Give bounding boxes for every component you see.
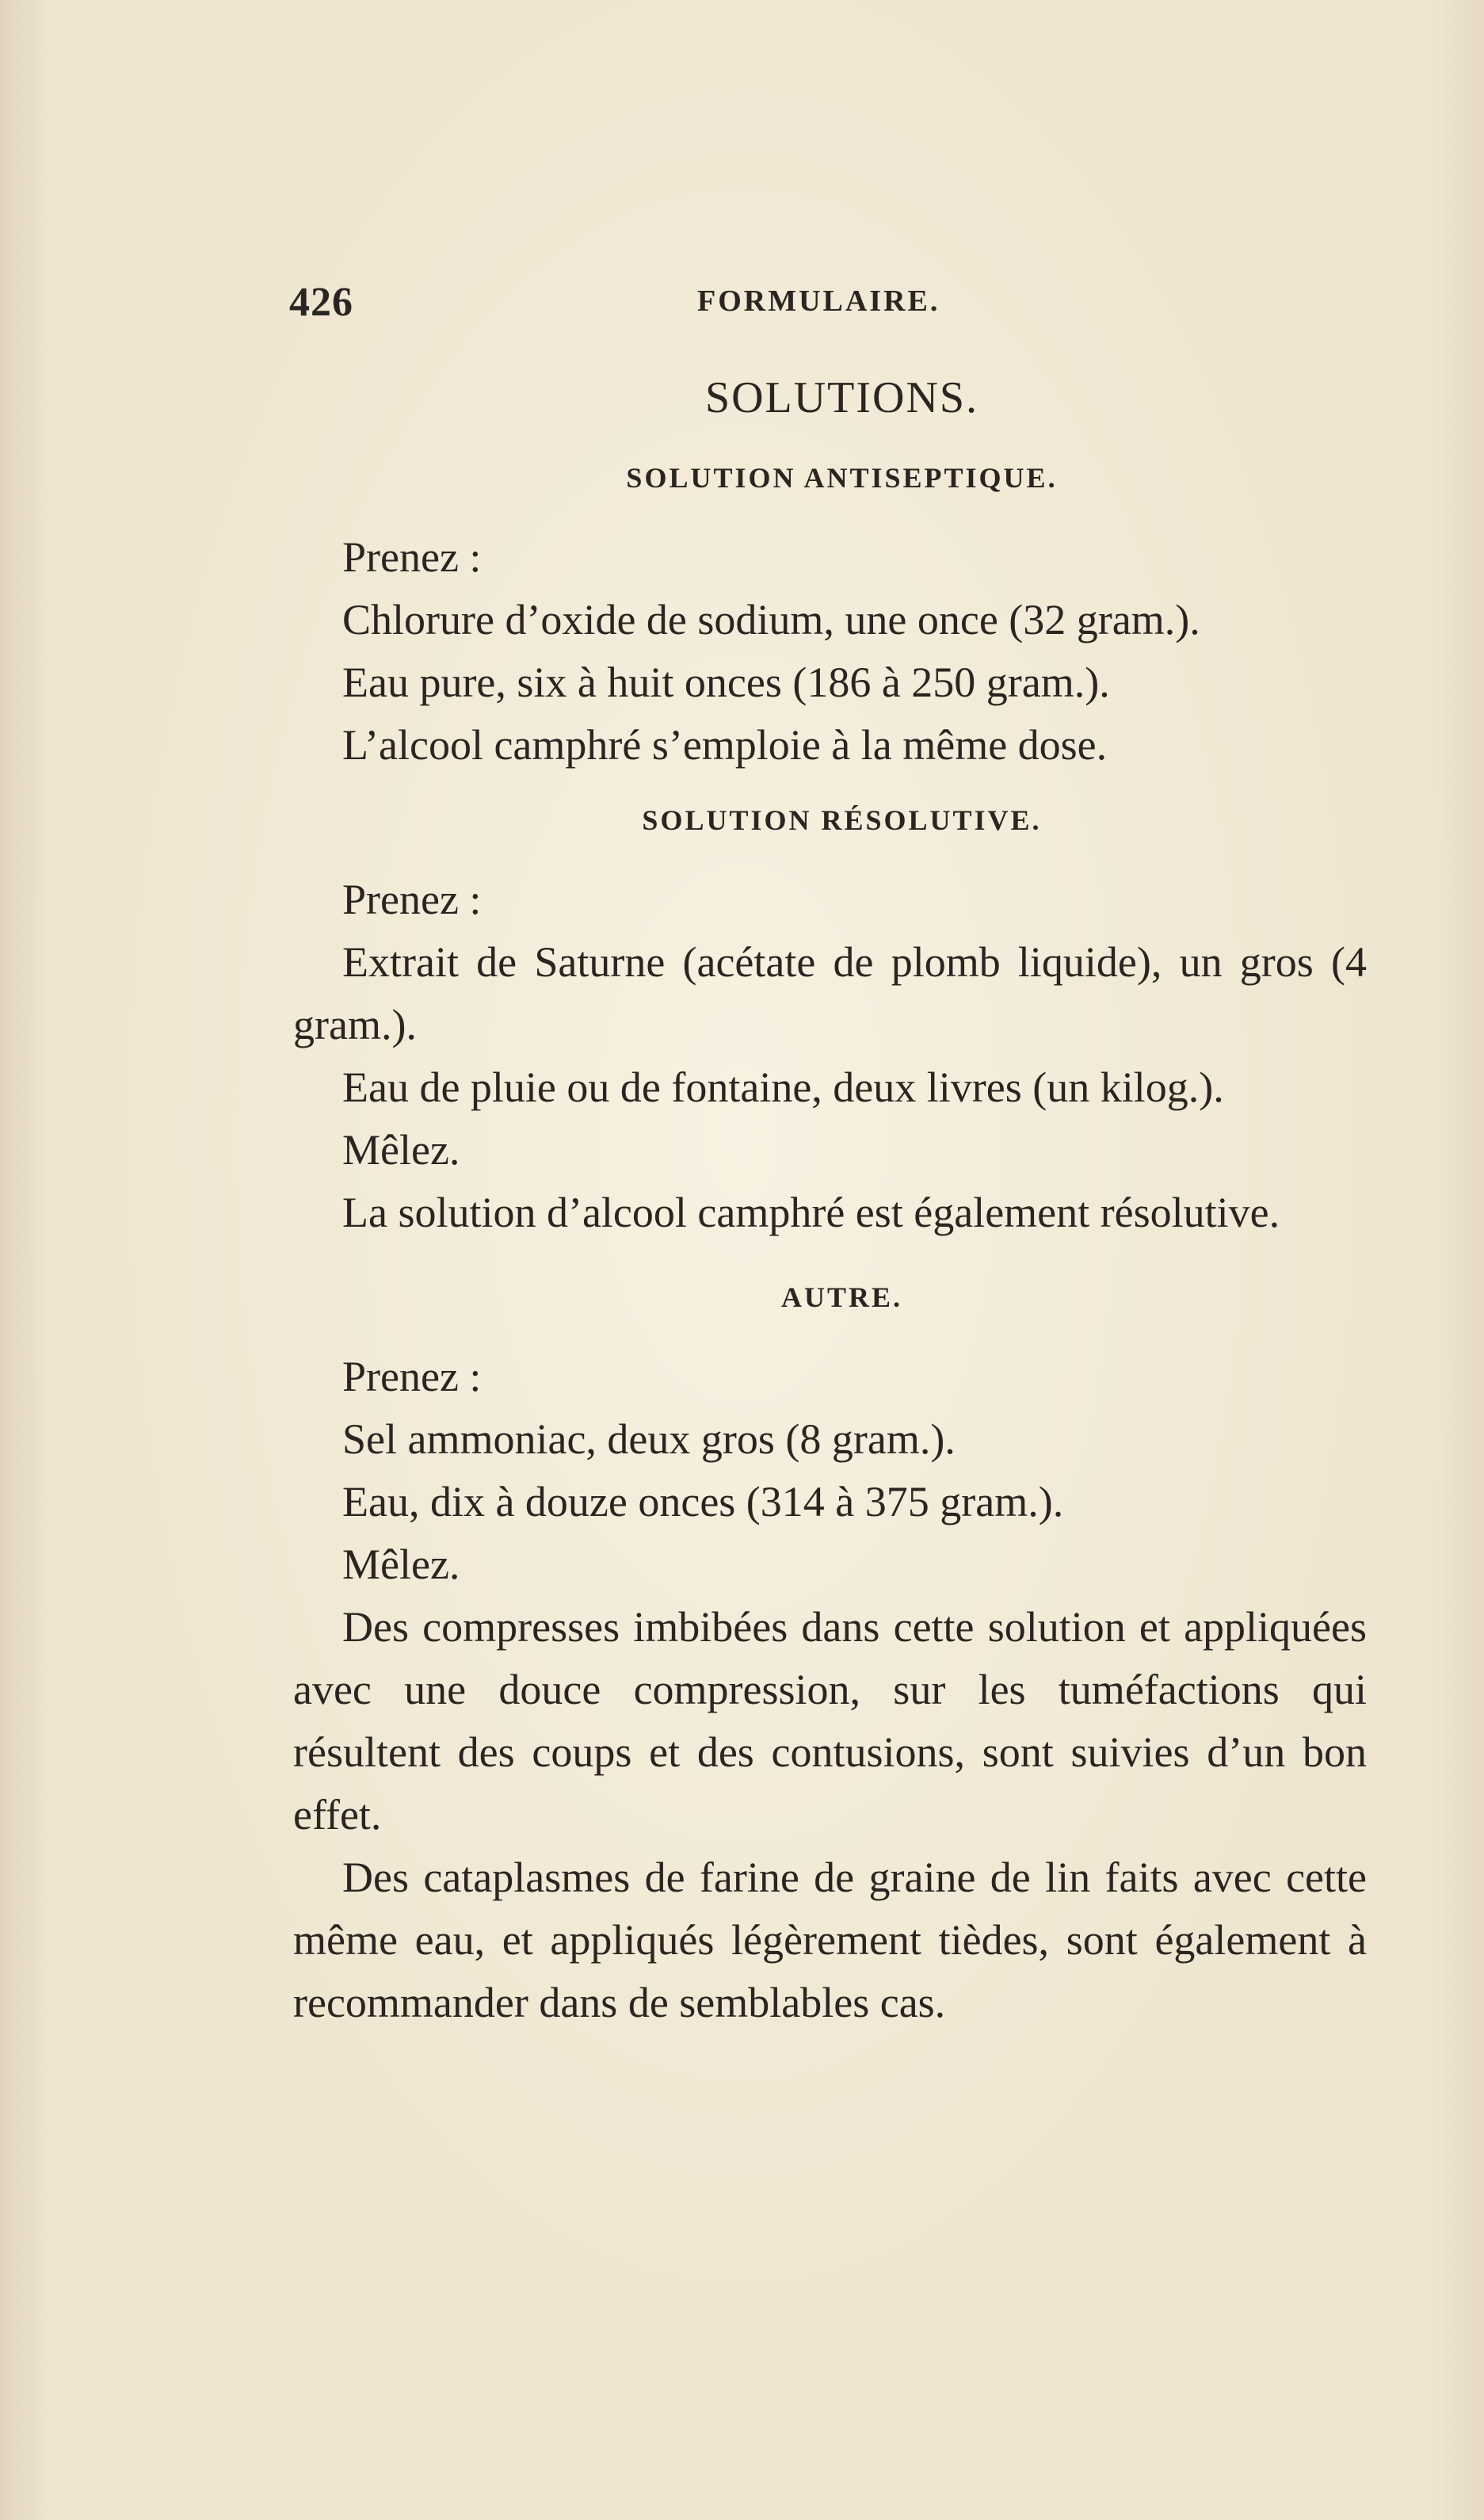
recipe-line: L’alcool camphré s’emploie à la même dose. bbox=[342, 721, 1108, 769]
page-header bbox=[289, 279, 1367, 326]
recipe-line: Eau pure, six à huit onces (186 à 250 gram.). bbox=[342, 659, 1110, 706]
running-head: FORMULAIRE. bbox=[697, 284, 940, 318]
recipe-line: Prenez : bbox=[342, 876, 482, 923]
recipe-line: Eau, dix à douze onces (314 à 375 gram.). bbox=[342, 1478, 1064, 1525]
recipe-line: Mêlez. bbox=[342, 1541, 460, 1588]
page-number: 426 bbox=[289, 280, 353, 325]
subheading-antiseptique: SOLUTION ANTISEPTIQUE. bbox=[626, 462, 1058, 494]
recipe-line: Mêlez. bbox=[342, 1126, 460, 1174]
recipe-line: Extrait de Saturne (acétate de plomb liquide), un gros (4 gram.). bbox=[293, 938, 1367, 1048]
subheading-resolutive: SOLUTION RÉSOLUTIVE. bbox=[642, 804, 1042, 836]
note-paragraph: La solution d’alcool camphré est également résolutive. bbox=[342, 1189, 1280, 1236]
body-paragraph: Des cataplasmes de farine de graine de lin faits avec cette même eau, et appliqués légèrement tièdes, sont également à recommander dans de semblables cas. bbox=[293, 1854, 1367, 2026]
page-body bbox=[293, 372, 1367, 2034]
section-title: SOLUTIONS. bbox=[704, 373, 979, 422]
body-paragraph: Des compresses imbibées dans cette solution et appliquées avec une douce compression, sur les tuméfactions qui résultent des coups et des contusions, sont suivies d’un bon effet. bbox=[293, 1603, 1367, 1838]
recipe-line: Eau de pluie ou de fontaine, deux livres (un kilog.). bbox=[342, 1063, 1224, 1111]
recipe-line: Chlorure d’oxide de sodium, une once (32 gram.). bbox=[342, 596, 1200, 643]
recipe-line: Prenez : bbox=[342, 533, 482, 581]
recipe-line: Prenez : bbox=[342, 1353, 482, 1400]
subheading-autre: AUTRE. bbox=[780, 1281, 903, 1313]
recipe-line: Sel ammoniac, deux gros (8 gram.). bbox=[342, 1415, 956, 1463]
